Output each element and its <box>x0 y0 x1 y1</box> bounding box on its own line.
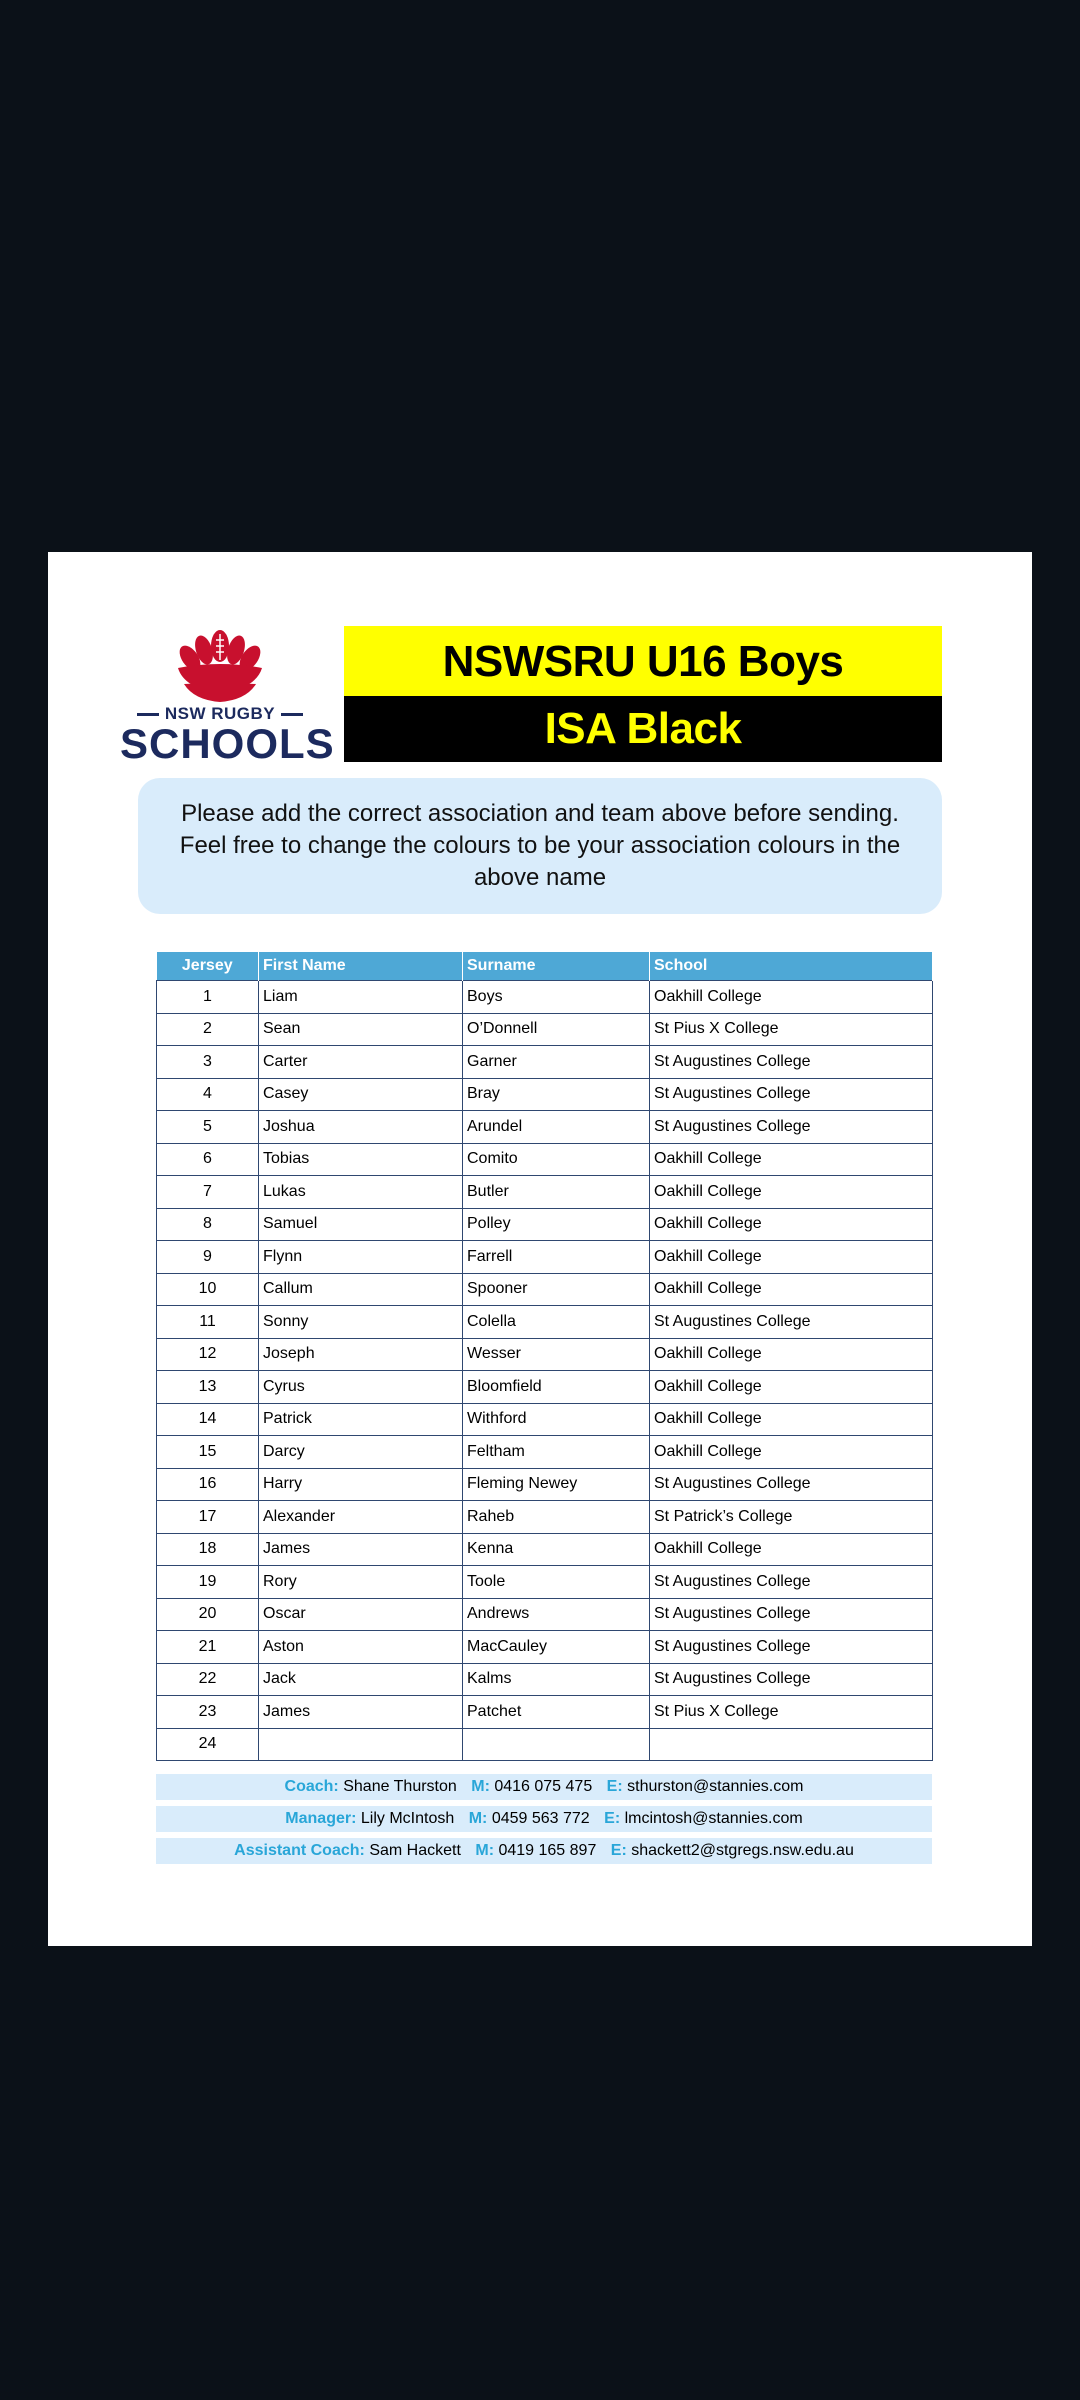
table-row <box>157 1631 933 1664</box>
school-cell: Oakhill College <box>650 1143 933 1176</box>
jersey-cell: 21 <box>157 1631 259 1664</box>
mobile-label: M: <box>475 1842 495 1859</box>
table-row <box>157 1533 933 1566</box>
staff-name: Sam Hackett <box>369 1842 461 1859</box>
jersey-cell: 6 <box>157 1143 259 1176</box>
jersey-cell: 23 <box>157 1696 259 1729</box>
table-row <box>157 1176 933 1209</box>
staff-phone: 0419 165 897 <box>498 1842 597 1859</box>
table-row <box>157 1078 933 1111</box>
school-cell: Oakhill College <box>650 1533 933 1566</box>
surname-cell: Andrews <box>463 1598 650 1631</box>
first-name-cell: Flynn <box>259 1241 463 1274</box>
nsw-rugby-schools-logo <box>120 624 335 767</box>
first-name-cell: Rory <box>259 1566 463 1599</box>
table-row <box>157 1566 933 1599</box>
school-cell: Oakhill College <box>650 1273 933 1306</box>
surname-cell: Feltham <box>463 1436 650 1469</box>
first-name-cell: Sean <box>259 1013 463 1046</box>
email-label: E: <box>604 1810 621 1827</box>
manager-contact-row <box>156 1806 932 1832</box>
jersey-cell: 13 <box>157 1371 259 1404</box>
email-label: E: <box>606 1778 623 1795</box>
table-row <box>157 1273 933 1306</box>
jersey-cell: 3 <box>157 1046 259 1079</box>
jersey-cell: 19 <box>157 1566 259 1599</box>
jersey-cell: 24 <box>157 1728 259 1761</box>
staff-phone: 0459 563 772 <box>491 1810 590 1827</box>
school-cell: St Augustines College <box>650 1306 933 1339</box>
school-cell: St Pius X College <box>650 1696 933 1729</box>
surname-cell: Raheb <box>463 1501 650 1534</box>
table-row <box>157 1728 933 1761</box>
table-row <box>157 981 933 1014</box>
school-cell: St Augustines College <box>650 1078 933 1111</box>
staff-name: Shane Thurston <box>343 1778 457 1795</box>
jersey-cell: 8 <box>157 1208 259 1241</box>
first-name-cell: Casey <box>259 1078 463 1111</box>
school-cell: Oakhill College <box>650 1436 933 1469</box>
surname-cell: Colella <box>463 1306 650 1339</box>
table-row <box>157 1371 933 1404</box>
staff-email: lmcintosh@stannies.com <box>624 1810 803 1827</box>
first-name-cell: Carter <box>259 1046 463 1079</box>
first-name-cell: Cyrus <box>259 1371 463 1404</box>
header-jersey: Jersey <box>157 952 259 981</box>
surname-cell: Patchet <box>463 1696 650 1729</box>
table-row <box>157 1306 933 1339</box>
player-roster-table <box>156 952 933 1761</box>
jersey-cell: 9 <box>157 1241 259 1274</box>
school-cell: St Augustines College <box>650 1468 933 1501</box>
logo-text-schools: SCHOOLS <box>120 720 335 767</box>
mobile-label: M: <box>468 1810 488 1827</box>
table-row <box>157 1403 933 1436</box>
mobile-label: M: <box>471 1778 490 1795</box>
jersey-cell: 5 <box>157 1111 259 1144</box>
first-name-cell: Oscar <box>259 1598 463 1631</box>
assistant-coach-contact-row <box>156 1838 932 1864</box>
surname-cell: Arundel <box>463 1111 650 1144</box>
table-row <box>157 1468 933 1501</box>
first-name-cell: Callum <box>259 1273 463 1306</box>
surname-cell: Farrell <box>463 1241 650 1274</box>
header-school: School <box>650 952 933 981</box>
surname-cell: Butler <box>463 1176 650 1209</box>
school-cell: St Augustines College <box>650 1598 933 1631</box>
coach-contact-row <box>156 1774 932 1800</box>
table-row <box>157 1436 933 1469</box>
surname-cell: Spooner <box>463 1273 650 1306</box>
school-cell: Oakhill College <box>650 981 933 1014</box>
jersey-cell: 2 <box>157 1013 259 1046</box>
first-name-cell: Aston <box>259 1631 463 1664</box>
jersey-cell: 12 <box>157 1338 259 1371</box>
first-name-cell: James <box>259 1696 463 1729</box>
table-row <box>157 1013 933 1046</box>
school-cell <box>650 1728 933 1761</box>
role-label: Assistant Coach: <box>234 1842 365 1859</box>
jersey-cell: 7 <box>157 1176 259 1209</box>
logo-text-nsw-rugby: NSW RUGBY <box>120 704 320 724</box>
first-name-cell: Tobias <box>259 1143 463 1176</box>
first-name-cell: James <box>259 1533 463 1566</box>
jersey-cell: 11 <box>157 1306 259 1339</box>
school-cell: Oakhill College <box>650 1371 933 1404</box>
school-cell: Oakhill College <box>650 1241 933 1274</box>
school-cell: Oakhill College <box>650 1403 933 1436</box>
jersey-cell: 20 <box>157 1598 259 1631</box>
header-surname: Surname <box>463 952 650 981</box>
email-label: E: <box>610 1842 627 1859</box>
school-cell: Oakhill College <box>650 1338 933 1371</box>
staff-email: sthurston@stannies.com <box>627 1778 804 1795</box>
table-row <box>157 1143 933 1176</box>
school-cell: St Augustines College <box>650 1111 933 1144</box>
school-cell: St Augustines College <box>650 1663 933 1696</box>
table-row <box>157 1598 933 1631</box>
school-cell: Oakhill College <box>650 1208 933 1241</box>
surname-cell: O’Donnell <box>463 1013 650 1046</box>
surname-cell <box>463 1728 650 1761</box>
first-name-cell: Sonny <box>259 1306 463 1339</box>
table-row <box>157 1111 933 1144</box>
table-row <box>157 1663 933 1696</box>
surname-cell: Comito <box>463 1143 650 1176</box>
school-cell: St Augustines College <box>650 1046 933 1079</box>
school-cell: St Patrick’s College <box>650 1501 933 1534</box>
team-title-box <box>344 626 942 762</box>
instruction-notice: Please add the correct association and team above before sending. Feel free to change the colours to be your association colours in the above name <box>138 778 942 914</box>
surname-cell: Fleming Newey <box>463 1468 650 1501</box>
first-name-cell: Lukas <box>259 1176 463 1209</box>
first-name-cell: Darcy <box>259 1436 463 1469</box>
school-cell: St Augustines College <box>650 1631 933 1664</box>
jersey-cell: 17 <box>157 1501 259 1534</box>
jersey-cell: 18 <box>157 1533 259 1566</box>
first-name-cell: Liam <box>259 981 463 1014</box>
first-name-cell: Joshua <box>259 1111 463 1144</box>
waratah-flower-icon <box>120 624 320 704</box>
table-row <box>157 1501 933 1534</box>
surname-cell: MacCauley <box>463 1631 650 1664</box>
header-first-name: First Name <box>259 952 463 981</box>
jersey-cell: 22 <box>157 1663 259 1696</box>
school-cell: St Pius X College <box>650 1013 933 1046</box>
role-label: Coach: <box>284 1778 339 1795</box>
table-header-row <box>157 952 933 981</box>
surname-cell: Toole <box>463 1566 650 1599</box>
school-cell: St Augustines College <box>650 1566 933 1599</box>
jersey-cell: 1 <box>157 981 259 1014</box>
first-name-cell: Alexander <box>259 1501 463 1534</box>
school-cell: Oakhill College <box>650 1176 933 1209</box>
surname-cell: Boys <box>463 981 650 1014</box>
table-row <box>157 1046 933 1079</box>
table-row <box>157 1241 933 1274</box>
first-name-cell: Joseph <box>259 1338 463 1371</box>
first-name-cell: Jack <box>259 1663 463 1696</box>
document-page <box>48 552 1032 1946</box>
surname-cell: Kenna <box>463 1533 650 1566</box>
staff-phone: 0416 075 475 <box>494 1778 593 1795</box>
first-name-cell <box>259 1728 463 1761</box>
team-name-title: ISA Black <box>344 696 942 762</box>
staff-name: Lily McIntosh <box>360 1810 455 1827</box>
role-label: Manager: <box>285 1810 357 1827</box>
jersey-cell: 4 <box>157 1078 259 1111</box>
surname-cell: Bray <box>463 1078 650 1111</box>
surname-cell: Bloomfield <box>463 1371 650 1404</box>
first-name-cell: Patrick <box>259 1403 463 1436</box>
jersey-cell: 16 <box>157 1468 259 1501</box>
jersey-cell: 10 <box>157 1273 259 1306</box>
staff-email: shackett2@stgregs.nsw.edu.au <box>631 1842 854 1859</box>
table-row <box>157 1696 933 1729</box>
surname-cell: Garner <box>463 1046 650 1079</box>
surname-cell: Kalms <box>463 1663 650 1696</box>
jersey-cell: 15 <box>157 1436 259 1469</box>
table-row <box>157 1208 933 1241</box>
table-row <box>157 1338 933 1371</box>
surname-cell: Polley <box>463 1208 650 1241</box>
surname-cell: Wesser <box>463 1338 650 1371</box>
surname-cell: Withford <box>463 1403 650 1436</box>
first-name-cell: Harry <box>259 1468 463 1501</box>
first-name-cell: Samuel <box>259 1208 463 1241</box>
competition-title: NSWSRU U16 Boys <box>344 626 942 696</box>
jersey-cell: 14 <box>157 1403 259 1436</box>
